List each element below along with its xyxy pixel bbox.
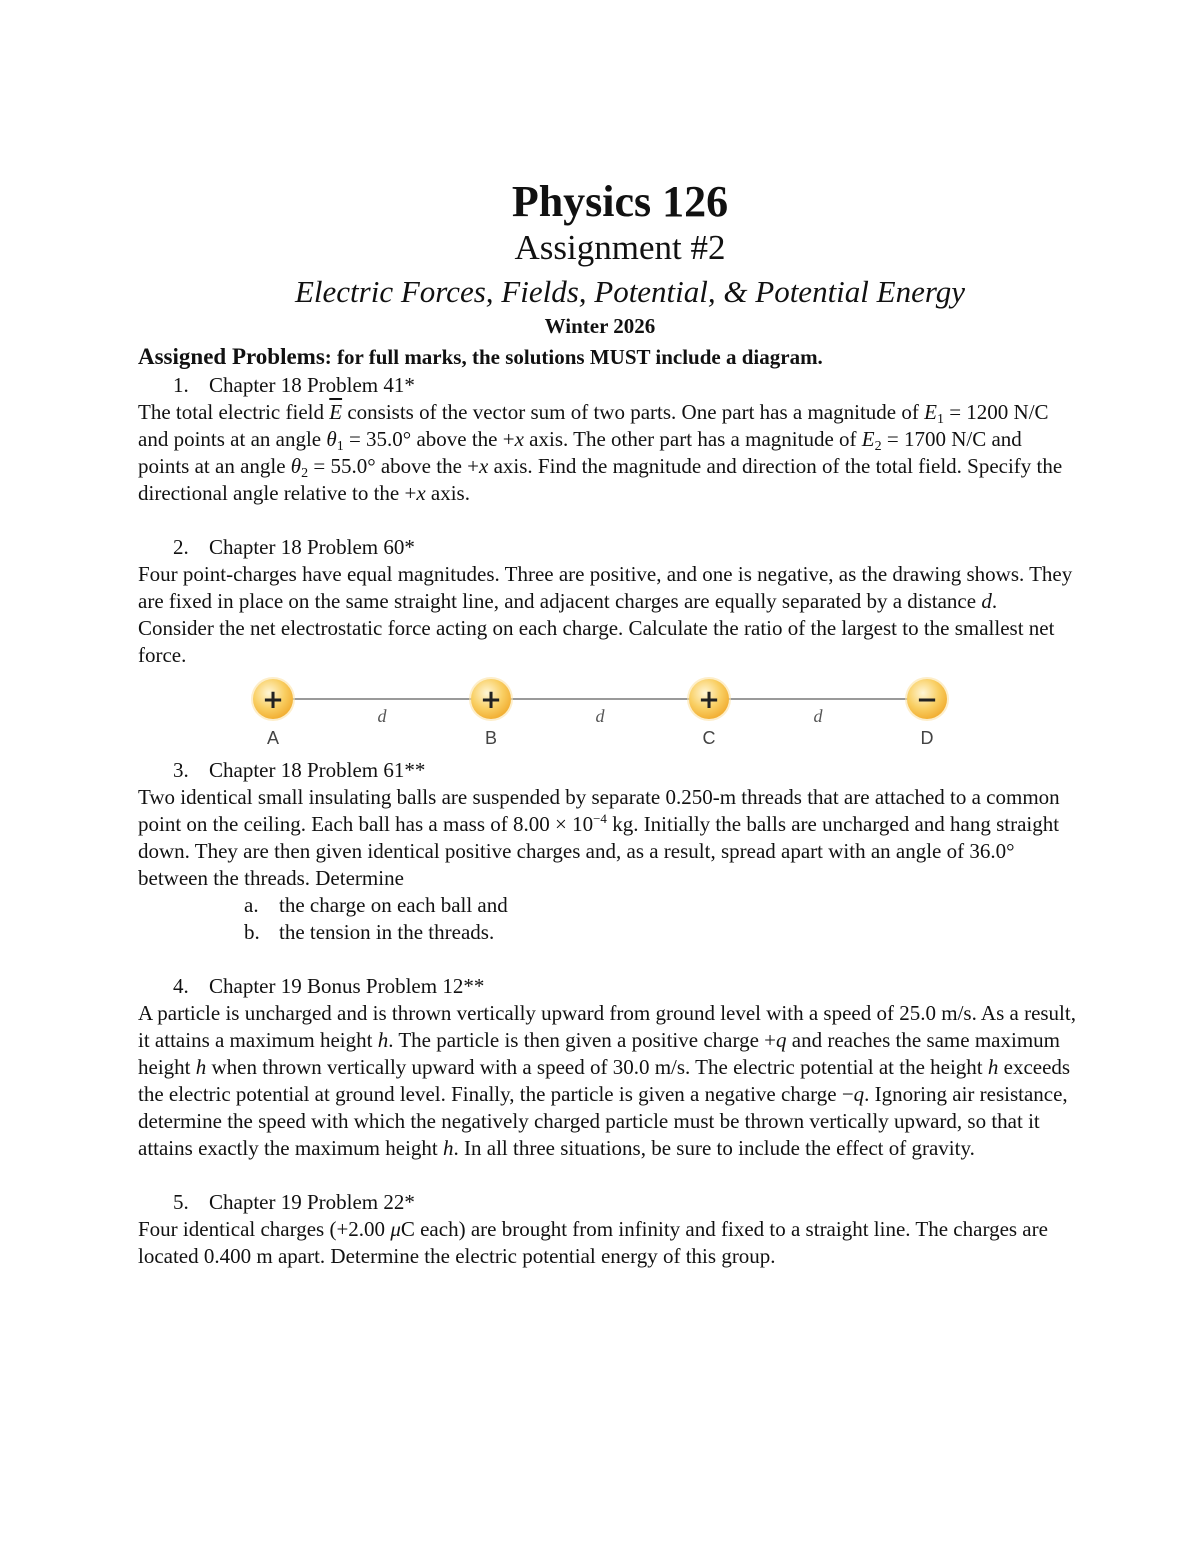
problem-3-part-a: a. the charge on each ball and bbox=[244, 893, 508, 917]
problem-1-heading: 1. Chapter 18 Problem 41* bbox=[173, 373, 415, 397]
charge-a bbox=[251, 677, 295, 721]
assignment-title: Assignment #2 bbox=[514, 228, 726, 267]
assigned-note: : for full marks, the solutions MUST include a diagram. bbox=[324, 345, 823, 369]
problem-4-text: A particle is uncharged and is thrown vertically upward from ground level with a speed of 25.0 m/s. As a result, it attains a maximum height h. The particle is then given a positive charge +q and reaches the same maximum height h when thrown vertically upward with a speed of 30.0 m/s. The electric potential at the height h exceeds the electric potential at ground level. Finally, the particle is given a negative charge −q. Ignoring air resistance, determine the speed with which the negatively charged particle must be thrown vertically upward, so that it attains exactly the maximum height h. In all three situations, be sure to include the effect of gravity. bbox=[138, 1001, 1076, 1160]
problem-5-heading: 5. Chapter 19 Problem 22* bbox=[173, 1190, 415, 1214]
charge-sign: + bbox=[480, 685, 502, 715]
charge-sign: − bbox=[916, 685, 938, 715]
charge-label: A bbox=[266, 728, 280, 748]
charge-b bbox=[469, 677, 513, 721]
charge-d bbox=[905, 677, 949, 721]
course-title: Physics 126 bbox=[511, 177, 729, 226]
charge-label: B bbox=[484, 728, 498, 748]
term-label: Winter 2026 bbox=[544, 314, 656, 338]
distance-label: d bbox=[595, 706, 605, 726]
problem-2-heading: 2. Chapter 18 Problem 60* bbox=[173, 535, 415, 559]
charges-figure bbox=[138, 669, 1078, 757]
assigned-problems-heading bbox=[138, 342, 1078, 372]
problem-5-text: Four identical charges (+2.00 μC each) are brought from infinity and fixed to a straight line. The charges are located 0.400 m apart. Determine the electric potential energy of this group. bbox=[138, 1217, 1048, 1268]
problem-4-heading: 4. Chapter 19 Bonus Problem 12** bbox=[173, 974, 485, 998]
problem-3-part-b: b. the tension in the threads. bbox=[244, 920, 495, 944]
charge-c bbox=[687, 677, 731, 721]
charge-sign: + bbox=[698, 685, 720, 715]
charge-sign: + bbox=[262, 685, 284, 715]
problem-3-text: Two identical small insulating balls are suspended by separate 0.250-m threads that are attached to a common point on the ceiling. Each ball has a mass of $8.00 \times 10^{-4}$ kg. Initially the balls are uncharged and hang straight down. They are then given identical positive charges and, as a result, spread apart with an angle of 36.0° between the threads. Determine bbox=[138, 785, 1060, 890]
distance-label: d bbox=[813, 706, 823, 726]
charge-label: D bbox=[920, 728, 934, 748]
problem-set bbox=[138, 342, 1078, 1270]
distance-label: d bbox=[377, 706, 387, 726]
problem-2-text: Four point-charges have equal magnitudes. Three are positive, and one is negative, as the drawing shows. They are fixed in place on the same straight line, and adjacent charges are equally separated by a distance d. Consider the net electrostatic force acting on each charge. Calculate the ratio of the largest to the smallest net force. bbox=[138, 562, 1073, 667]
problem-3-heading: 3. Chapter 18 Problem 61** bbox=[173, 758, 426, 782]
topic-subtitle: Electric Forces, Fields, Potential, & Potential Energy bbox=[294, 274, 966, 309]
assigned-label: Assigned Problems bbox=[138, 344, 325, 369]
problem-1-text: The total electric field $\overline{E}$ consists of the vector sum of two parts. One part has a magnitude of $E_1 = 1200$ N/C and points at an angle $\theta_1 = 35.0^\circ$ above the +x axis. The other part has a magnitude of $E_2 = 1700$ N/C and points at an angle $\theta_2 = 55.0^\circ$ above the +x axis. Find the magnitude and direction of the total field. Specify the directional angle relative to the +x axis. bbox=[138, 400, 1063, 505]
charge-label: C bbox=[702, 728, 716, 748]
charges-diagram bbox=[238, 669, 958, 757]
